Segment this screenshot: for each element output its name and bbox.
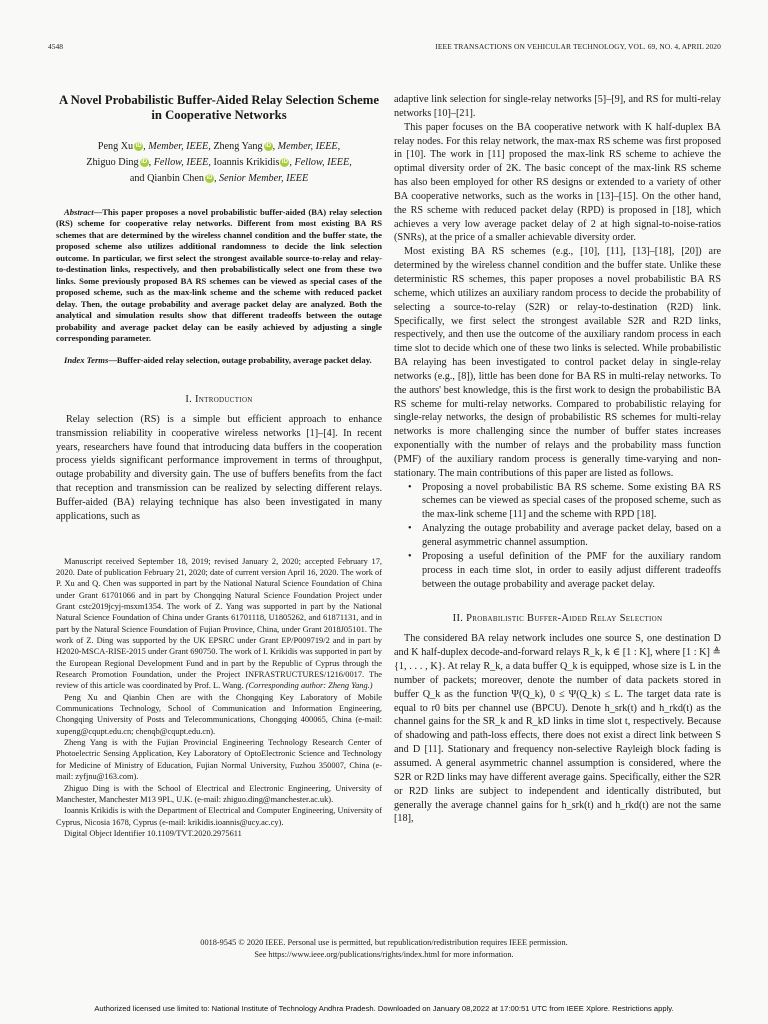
index-terms-label: Index Terms	[64, 355, 109, 366]
footnote-affiliation: Zhiguo Ding is with the School of Electrical and Electronic Engineering, University of Manchester, Manchester M13 9PL, U.K. (e-mail: zhiguo.ding@manchester.ac.uk).	[56, 783, 382, 804]
author-name[interactable]: Qianbin Chen	[147, 173, 204, 184]
journal-header: IEEE TRANSACTIONS ON VEHICULAR TECHNOLOGY, VOL. 69, NO. 4, APRIL 2020	[435, 42, 721, 51]
abstract	[56, 207, 382, 344]
orcid-icon[interactable]: iD	[135, 143, 142, 149]
author-prefix: and	[129, 173, 148, 184]
section-title: Introduction	[195, 393, 253, 405]
author-role: , Member, IEEE,	[272, 141, 341, 152]
list-item: • Analyzing the outage probability and average packet delay, based on a general asymmetric channel assumption.	[422, 522, 721, 550]
paragraph: The considered BA relay network includes one source S, one destination D and K half-duplex decode-and-forward relays R_k, k ∈ [1 : K], where [1 : K] ≜ {1, . . . , K}. At relay R_k, a data buffer Q_k is equipped, whose size is L in the number of packets; moreover, denote the number of data packets stored in buffer Q_k as the function Ψ(Q_k), 0 ≤ Ψ(Q_k) ≤ L. The target data rate is equal to r0 bits per channel use (BPCU). Denote h_srk(t) and h_rkd(t) as the channel gains for the SR_k and R_kD links in time slot t, respectively. Because of shadowing and path-loss effects, there does not exist a direct link between S and D [11]. Stationary and frequency non-selective Rayleigh block fading is assumed. A general asymmetric channel assumption is considered, where the S2R or R2D links may have different average gains. Specifically, either the S2R or R2D links are subject to independent and identically distributed, but generally the average channel gains for h_srk(t) and h_rkd(t) are not the same [18],	[394, 633, 721, 825]
paragraph: Most existing BA RS schemes (e.g., [10], [11], [13]–[18], [20]) are determined by the wireless channel condition and the buffer state. Unlike these deterministic RS schemes, this paper proposes a novel probabilistic BA RS scheme, which utilizes an auxiliary random process to decide the probability of selecting a source-to-relay (S2R) or relay-to-destination (R2D) link. Specifically, we first select the strongest available S2R and R2D links, respectively, and then use the outcome of the auxiliary random process in each time slot to decide which one of these two links is selected. While probabilistic BA relaying has been investigated to control packet delay in single-relay networks (e.g., [8]), little has been done for BA RS in multi-relay networks. To the authors' best knowledge, this is the first work to design the probabilistic BA RS scheme for multi-relay networks. Compared to probabilistic relaying for single-relay networks, the design of probabilistic RS schemes for multi-relay networks is more challenging since the number of buffer states increases exponentially with the number of relays and the probability mass function (PMF) of the auxiliary random process is generally time-varying and non-stationary. The main contributions of this paper are listed as follows.	[394, 246, 721, 479]
index-terms-text: —Buffer-aided relay selection, outage probability, average packet delay.	[108, 355, 372, 366]
section-2-body	[394, 632, 721, 826]
orcid-icon[interactable]: iD	[141, 159, 148, 165]
author-name[interactable]: Zheng Yang	[213, 141, 263, 152]
footnote-received: Manuscript received September 18, 2019; revised January 2, 2020; accepted February 17, 2020. Date of publication February 21, 2020; date of current version April 16, 2020. The work of P. Xu and Q. Chen was supported in part by the National Natural Science Foundation of China under Grant 61701066 and in part by Chongqing Natural Science Foundation Project under Grant cstc2019jcyj-msxm1354. The work of Z. Yang was supported in part by the National Natural Science Foundation of China under Grants 61701118, U1805262, and 61871131, and in part by the Natural Science Foundation of Fujian Province, China, under Grant 2018J05101. The work of Z. Ding was supported by the UK EPSRC under Grant EP/P009719/2 and in part by H2020-MSCA-RISE-2015 under Grant 690750. The work of I. Krikidis was supported in part by the European Regional Development Fund and in part by the Republic of Cyprus through the Research Promotion Foundation, under the Project INFRASTRUCTURES/1216/0017. The review of this article was coordinated by Prof. L. Wang. (Corresponding author: Zheng Yang.)	[56, 556, 382, 691]
author-line-2	[56, 155, 382, 171]
list-item: • Proposing a novel probabilistic BA RS scheme. Some existing BA RS schemes can be viewed as special cases of the proposed scheme, such as the max-link scheme [11] and the scheme with RPD [18].	[422, 481, 721, 523]
section-1-heading	[56, 394, 382, 405]
author-line-3	[56, 171, 382, 187]
paragraph: This paper focuses on the BA cooperative network with K half-duplex BA relay nodes. For this relay network, the max-max RS scheme was first proposed in [10]. The work in [11] proposed the max-link RS scheme to achieve the optimal diversity order of 2K. The basic concept of the max-link RS scheme has also been employed for other RS designs or extended to a variety of other BA cooperative networks, such as the works in [13]–[15]. On the other hand, the RS scheme with reduced packet delay (RPD) is proposed in [18], which achieves a very low average packet delay of 2 at high signal-to-noise-ratios (SNRs), at the price of a smaller achievable diversity order.	[394, 121, 721, 244]
paper-title: A Novel Probabilistic Buffer-Aided Relay Selection Scheme in Cooperative Networks	[59, 93, 379, 122]
license-footer: Authorized licensed use limited to: National Institute of Technology Andhra Pradesh. Downloaded on January 08,2022 at 17:00:51 UTC from IEEE Xplore. Restrictions apply.	[94, 1004, 674, 1013]
author-name[interactable]: Peng Xu	[97, 141, 134, 152]
orcid-icon[interactable]: iD	[265, 143, 272, 149]
section-numeral: II.	[452, 613, 467, 625]
section-numeral: I.	[185, 393, 195, 405]
author-name[interactable]: Ioannis Krikidis	[213, 157, 280, 168]
orcid-icon[interactable]: iD	[206, 175, 213, 181]
copyright-link[interactable]: See https://www.ieee.org/publications/rights/index.html for more information.	[254, 949, 514, 959]
list-item: • Proposing a useful definition of the PMF for the auxiliary random process in each time slot, in order to easily adjust different tradeoffs between the outage probability and average packet delay.	[422, 550, 721, 592]
orcid-icon[interactable]: iD	[281, 159, 288, 165]
right-column	[394, 93, 721, 826]
section-2-heading	[394, 613, 721, 624]
abstract-text: —This paper proposes a novel probabilistic buffer-aided (BA) relay selection (RS) scheme for cooperative relay networks. Different from most existing BA RS schemes that are determined by the wireless channel condition and the buffer state, the proposed scheme also utilizes additional randomness to decide the link selection outcome. In particular, we first select the strongest available source-to-relay and relay-to-destination links, respectively, and then probabilistically select one from these two links. Some previously proposed BA RS schemes can be viewed as special cases of the proposed scheme, such as the max-link scheme and the scheme with reduced packet delay. Then, the outage probability and average packet delay are analyzed. Both the analytical and simulation results show that different tradeoffs between the outage probability and average packet delay can be easily achieved by adjusting a single corresponding parameter.	[56, 207, 382, 343]
author-list	[56, 139, 382, 187]
left-column	[56, 93, 382, 839]
author-role: , Fellow, IEEE,	[148, 157, 214, 168]
page-number: 4548	[48, 42, 63, 51]
author-role: , Senior Member, IEEE	[213, 173, 309, 184]
index-terms	[56, 355, 382, 366]
author-line-1	[56, 139, 382, 155]
footnote-affiliation: Ioannis Krikidis is with the Department of Electrical and Computer Engineering, University of Cyprus, Nicosia 1678, Cyprus (e-mail: krikidis.ioannis@ucy.ac.cy).	[56, 806, 382, 827]
intro-body	[56, 413, 382, 524]
paragraph: adaptive link selection for single-relay networks [5]–[9], and RS for multi-relay networks [10]–[21].	[394, 94, 721, 119]
section-title: Probabilistic Buffer-Aided Relay Selection	[466, 613, 663, 625]
intro-body-continued	[394, 93, 721, 481]
abstract-label: Abstract	[64, 207, 94, 217]
footnote-affiliation: Zheng Yang is with the Fujian Provincial Engineering Technology Research Center of Photoelectric Sensing Application, Key Laboratory of OptoElectronic Science and Technology for Medicine of Ministry of Education, Fujian Normal University, Fuzhou 350007, China (e-mail: zyfjnu@163.com).	[56, 738, 382, 782]
copyright-notice	[50, 937, 718, 960]
contributions-list	[394, 481, 721, 592]
footnote-affiliation: Peng Xu and Qianbin Chen are with the Chongqing Key Laboratory of Mobile Communications Technology, School of Communication and Information Engineering, Chongqing University of Posts and Telecommunications, Chongqing 400065, China (e-mail: xupeng@cqupt.edu.cn; chenqb@cqupt.edu.cn).	[56, 692, 382, 736]
author-name[interactable]: Zhiguo Ding	[86, 157, 139, 168]
paragraph: Relay selection (RS) is a simple but efficient approach to enhance transmission reliability in cooperative wireless networks [1]–[4]. In recent years, researchers have found that introducing data buffers in the cooperation process yields significant performance improvement in terms of throughput, outage probability and diversity gain. The use of buffers benefits from the fact that reception and transmission can be realized by selecting different relays. Buffer-aided (BA) relaying technique has also been investigated in many applications, such as	[56, 413, 382, 522]
footnotes	[56, 556, 382, 840]
copyright-line: 0018-9545 © 2020 IEEE. Personal use is permitted, but republication/redistribution requires IEEE permission.	[200, 938, 568, 947]
author-role: , Member, IEEE,	[143, 141, 214, 152]
doi[interactable]: Digital Object Identifier 10.1109/TVT.2020.2975611	[64, 828, 242, 838]
corresponding-author: (Corresponding author: Zheng Yang.)	[245, 681, 373, 691]
author-role: , Fellow, IEEE,	[289, 157, 352, 168]
